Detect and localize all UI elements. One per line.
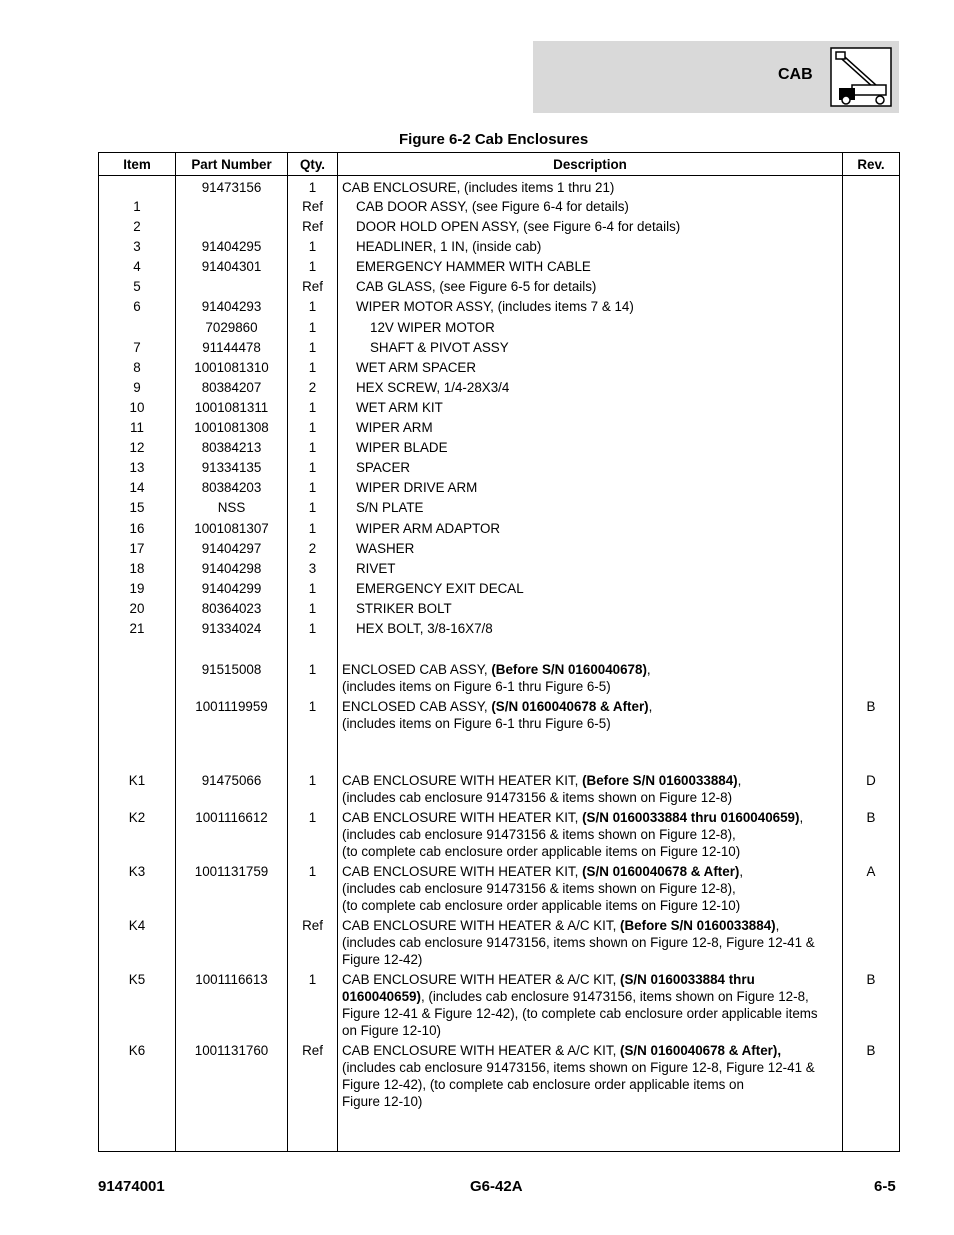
footer-page-number: 6-5 bbox=[874, 1178, 896, 1195]
description-line bbox=[342, 661, 842, 678]
column-header-item: Item bbox=[99, 153, 176, 176]
empty-cell bbox=[338, 640, 843, 661]
table-row bbox=[99, 560, 900, 580]
description-serial: (Before S/N 0160033884) bbox=[582, 773, 738, 789]
part-number-cell: 1001119959 bbox=[176, 698, 288, 772]
description-line: (includes cab enclosure 91473156 & items shown on Figure 12-8) bbox=[342, 790, 733, 806]
table-row bbox=[99, 917, 900, 971]
item-cell: 17 bbox=[99, 540, 176, 560]
table-row bbox=[99, 698, 900, 772]
description-text: CAB ENCLOSURE WITH HEATER & A/C KIT, bbox=[342, 972, 621, 988]
table-row bbox=[99, 198, 900, 218]
qty-cell: 1 bbox=[288, 772, 338, 809]
part-number-cell bbox=[176, 278, 288, 298]
item-cell: K5 bbox=[99, 971, 176, 1042]
table-row bbox=[99, 971, 900, 1042]
item-cell: 1 bbox=[99, 198, 176, 218]
empty-cell bbox=[176, 640, 288, 661]
item-cell: K2 bbox=[99, 809, 176, 863]
item-cell: 11 bbox=[99, 419, 176, 439]
description-line: Figure 12-42), (to complete cab enclosure order applicable items on bbox=[342, 1077, 744, 1093]
item-cell: 2 bbox=[99, 218, 176, 238]
description-cell: WASHER bbox=[338, 540, 843, 560]
qty-cell: Ref bbox=[288, 1042, 338, 1152]
description-text: CAB ENCLOSURE WITH HEATER KIT, bbox=[342, 810, 583, 826]
description-line: on Figure 12-10) bbox=[342, 1023, 441, 1039]
description-cell bbox=[338, 809, 843, 863]
item-cell: 7 bbox=[99, 339, 176, 359]
part-number-cell: 1001116612 bbox=[176, 809, 288, 863]
part-number-cell: 91404299 bbox=[176, 580, 288, 600]
rev-cell: B bbox=[843, 971, 900, 1042]
part-number-cell: 91515008 bbox=[176, 661, 288, 698]
item-cell: 20 bbox=[99, 600, 176, 620]
qty-cell: 1 bbox=[288, 620, 338, 640]
table-row bbox=[99, 863, 900, 917]
description-serial: (Before S/N 0160040678) bbox=[491, 662, 647, 678]
description-text: ENCLOSED CAB ASSY, bbox=[342, 699, 492, 715]
qty-cell: 1 bbox=[288, 419, 338, 439]
description-cell: S/N PLATE bbox=[338, 499, 843, 519]
item-cell bbox=[99, 176, 176, 199]
item-cell: 14 bbox=[99, 479, 176, 499]
rev-cell bbox=[843, 238, 900, 258]
rev-cell bbox=[843, 298, 900, 318]
description-line: (includes items on Figure 6-1 thru Figure 6-5) bbox=[342, 679, 611, 695]
spacer-row bbox=[99, 640, 900, 661]
qty-cell: 1 bbox=[288, 459, 338, 479]
part-number-cell: 1001081311 bbox=[176, 399, 288, 419]
item-cell: K4 bbox=[99, 917, 176, 971]
description-cell bbox=[338, 863, 843, 917]
description-cell: WET ARM SPACER bbox=[338, 359, 843, 379]
qty-cell: 2 bbox=[288, 379, 338, 399]
description-line bbox=[342, 698, 842, 715]
boom-lift-icon bbox=[830, 47, 892, 107]
table-row bbox=[99, 809, 900, 863]
description-text: CAB ENCLOSURE WITH HEATER KIT, bbox=[342, 773, 583, 789]
part-number-cell: 91473156 bbox=[176, 176, 288, 199]
part-number-cell: 91334135 bbox=[176, 459, 288, 479]
table-row bbox=[99, 319, 900, 339]
rev-cell bbox=[843, 319, 900, 339]
qty-cell: 1 bbox=[288, 439, 338, 459]
rev-cell bbox=[843, 399, 900, 419]
qty-cell: 1 bbox=[288, 600, 338, 620]
item-cell: 4 bbox=[99, 258, 176, 278]
description-cell: SPACER bbox=[338, 459, 843, 479]
description-serial: (S/N 0160040678 & After) bbox=[582, 864, 740, 880]
description-line: (includes items on Figure 6-1 thru Figure 6-5) bbox=[342, 716, 611, 732]
description-line bbox=[342, 917, 842, 934]
part-number-cell: 1001116613 bbox=[176, 971, 288, 1042]
qty-cell: 1 bbox=[288, 863, 338, 917]
empty-cell bbox=[99, 640, 176, 661]
part-number-cell: 91404293 bbox=[176, 298, 288, 318]
rev-cell bbox=[843, 278, 900, 298]
part-number-cell: 80384213 bbox=[176, 439, 288, 459]
description-serial: (S/N 0160040678 & After), bbox=[620, 1043, 782, 1059]
description-text: , bbox=[775, 918, 780, 934]
table-row bbox=[99, 238, 900, 258]
description-line: (to complete cab enclosure order applicable items on Figure 12-10) bbox=[342, 844, 741, 860]
table-row bbox=[99, 772, 900, 809]
item-cell: 9 bbox=[99, 379, 176, 399]
rev-cell bbox=[843, 520, 900, 540]
table-row bbox=[99, 1042, 900, 1152]
description-line: (includes cab enclosure 91473156, items shown on Figure 12-8, Figure 12-41 & bbox=[342, 1060, 815, 1076]
description-cell: CAB DOOR ASSY, (see Figure 6-4 for details) bbox=[338, 198, 843, 218]
table-row bbox=[99, 439, 900, 459]
rev-cell bbox=[843, 459, 900, 479]
description-line bbox=[342, 772, 842, 789]
description-cell: 12V WIPER MOTOR bbox=[338, 319, 843, 339]
rev-cell bbox=[843, 359, 900, 379]
qty-cell: 1 bbox=[288, 580, 338, 600]
part-number-cell: 80384207 bbox=[176, 379, 288, 399]
rev-cell bbox=[843, 339, 900, 359]
parts-table bbox=[98, 152, 900, 1152]
rev-cell bbox=[843, 176, 900, 199]
part-number-cell: 1001081310 bbox=[176, 359, 288, 379]
description-text: , bbox=[799, 810, 804, 826]
rev-cell: B bbox=[843, 1042, 900, 1152]
table-row bbox=[99, 600, 900, 620]
part-number-cell bbox=[176, 218, 288, 238]
table-row bbox=[99, 399, 900, 419]
column-header-description: Description bbox=[338, 153, 843, 176]
qty-cell: 1 bbox=[288, 698, 338, 772]
description-serial: (S/N 0160033884 thru 0160040659) bbox=[582, 810, 800, 826]
qty-cell: 1 bbox=[288, 258, 338, 278]
description-cell: HEADLINER, 1 IN, (inside cab) bbox=[338, 238, 843, 258]
description-line bbox=[342, 988, 842, 1005]
rev-cell: B bbox=[843, 698, 900, 772]
description-cell bbox=[338, 971, 843, 1042]
item-cell: 3 bbox=[99, 238, 176, 258]
empty-cell bbox=[288, 640, 338, 661]
table-row bbox=[99, 419, 900, 439]
part-number-cell: 7029860 bbox=[176, 319, 288, 339]
description-cell bbox=[338, 661, 843, 698]
description-cell: CAB GLASS, (see Figure 6-5 for details) bbox=[338, 278, 843, 298]
part-number-cell: 1001081307 bbox=[176, 520, 288, 540]
part-number-cell: 91334024 bbox=[176, 620, 288, 640]
description-text: , bbox=[646, 662, 651, 678]
column-header-rev: Rev. bbox=[843, 153, 900, 176]
qty-cell: 3 bbox=[288, 560, 338, 580]
qty-cell: 1 bbox=[288, 176, 338, 199]
item-cell: K1 bbox=[99, 772, 176, 809]
description-text: , (includes cab enclosure 91473156, items shown on Figure 12-8, bbox=[420, 989, 809, 1005]
table-row bbox=[99, 499, 900, 519]
description-line bbox=[342, 1042, 842, 1059]
rev-cell bbox=[843, 499, 900, 519]
table-row bbox=[99, 459, 900, 479]
column-header-part-number: Part Number bbox=[176, 153, 288, 176]
item-cell: 16 bbox=[99, 520, 176, 540]
description-line: (includes cab enclosure 91473156 & items shown on Figure 12-8), bbox=[342, 881, 736, 897]
part-number-cell bbox=[176, 917, 288, 971]
part-number-cell: 80364023 bbox=[176, 600, 288, 620]
table-row bbox=[99, 479, 900, 499]
qty-cell: 1 bbox=[288, 661, 338, 698]
item-cell: 6 bbox=[99, 298, 176, 318]
item-cell: 12 bbox=[99, 439, 176, 459]
description-text: CAB ENCLOSURE WITH HEATER & A/C KIT, bbox=[342, 918, 621, 934]
qty-cell: 1 bbox=[288, 298, 338, 318]
rev-cell: B bbox=[843, 809, 900, 863]
table-row bbox=[99, 339, 900, 359]
item-cell: 10 bbox=[99, 399, 176, 419]
description-line: Figure 12-42) bbox=[342, 952, 423, 968]
description-cell: HEX BOLT, 3/8-16X7/8 bbox=[338, 620, 843, 640]
part-number-cell: 91404298 bbox=[176, 560, 288, 580]
part-number-cell: 1001081308 bbox=[176, 419, 288, 439]
description-cell bbox=[338, 698, 843, 772]
item-cell: 8 bbox=[99, 359, 176, 379]
description-cell bbox=[338, 1042, 843, 1152]
description-cell: HEX SCREW, 1/4-28X3/4 bbox=[338, 379, 843, 399]
qty-cell: 1 bbox=[288, 359, 338, 379]
item-cell: 13 bbox=[99, 459, 176, 479]
qty-cell: 1 bbox=[288, 319, 338, 339]
description-serial: 0160040659) bbox=[342, 989, 421, 1005]
description-text: ENCLOSED CAB ASSY, bbox=[342, 662, 492, 678]
section-title: CAB bbox=[778, 66, 813, 83]
rev-cell bbox=[843, 258, 900, 278]
table-row bbox=[99, 580, 900, 600]
description-text: , bbox=[739, 864, 744, 880]
part-number-cell: 80384203 bbox=[176, 479, 288, 499]
item-cell: 15 bbox=[99, 499, 176, 519]
description-text: CAB ENCLOSURE WITH HEATER KIT, bbox=[342, 864, 583, 880]
rev-cell bbox=[843, 620, 900, 640]
description-cell: WIPER BLADE bbox=[338, 439, 843, 459]
table-row bbox=[99, 278, 900, 298]
rev-cell: D bbox=[843, 772, 900, 809]
description-line: (to complete cab enclosure order applicable items on Figure 12-10) bbox=[342, 898, 741, 914]
rev-cell bbox=[843, 580, 900, 600]
description-cell: EMERGENCY EXIT DECAL bbox=[338, 580, 843, 600]
description-cell: WIPER ARM ADAPTOR bbox=[338, 520, 843, 540]
qty-cell: 1 bbox=[288, 399, 338, 419]
qty-cell: Ref bbox=[288, 917, 338, 971]
table-row bbox=[99, 218, 900, 238]
empty-cell bbox=[843, 640, 900, 661]
description-serial: (S/N 0160033884 thru bbox=[620, 972, 755, 988]
table-row bbox=[99, 661, 900, 698]
description-cell bbox=[338, 772, 843, 809]
item-cell: 19 bbox=[99, 580, 176, 600]
description-line bbox=[342, 971, 842, 988]
rev-cell bbox=[843, 419, 900, 439]
table-row bbox=[99, 359, 900, 379]
description-line: Figure 12-10) bbox=[342, 1094, 423, 1110]
qty-cell: Ref bbox=[288, 198, 338, 218]
qty-cell: Ref bbox=[288, 218, 338, 238]
rev-cell: A bbox=[843, 863, 900, 917]
description-cell: DOOR HOLD OPEN ASSY, (see Figure 6-4 for details) bbox=[338, 218, 843, 238]
part-number-cell: 91404297 bbox=[176, 540, 288, 560]
item-cell: 18 bbox=[99, 560, 176, 580]
rev-cell bbox=[843, 917, 900, 971]
part-number-cell: 1001131759 bbox=[176, 863, 288, 917]
description-cell: SHAFT & PIVOT ASSY bbox=[338, 339, 843, 359]
item-cell bbox=[99, 661, 176, 698]
item-cell bbox=[99, 698, 176, 772]
qty-cell: 1 bbox=[288, 809, 338, 863]
description-serial: (Before S/N 0160033884) bbox=[620, 918, 776, 934]
footer-document-number: 91474001 bbox=[98, 1178, 165, 1195]
item-cell: K6 bbox=[99, 1042, 176, 1152]
item-cell: 5 bbox=[99, 278, 176, 298]
rev-cell bbox=[843, 600, 900, 620]
qty-cell: 1 bbox=[288, 499, 338, 519]
table-header-row bbox=[99, 153, 900, 176]
item-cell: K3 bbox=[99, 863, 176, 917]
qty-cell: Ref bbox=[288, 278, 338, 298]
description-text: , bbox=[737, 773, 742, 789]
rev-cell bbox=[843, 661, 900, 698]
qty-cell: 1 bbox=[288, 479, 338, 499]
rev-cell bbox=[843, 218, 900, 238]
part-number-cell: 1001131760 bbox=[176, 1042, 288, 1152]
table-row bbox=[99, 298, 900, 318]
qty-cell: 1 bbox=[288, 971, 338, 1042]
qty-cell: 1 bbox=[288, 520, 338, 540]
rev-cell bbox=[843, 560, 900, 580]
description-cell: RIVET bbox=[338, 560, 843, 580]
description-line: (includes cab enclosure 91473156, items shown on Figure 12-8, Figure 12-41 & bbox=[342, 935, 815, 951]
description-cell: WIPER ARM bbox=[338, 419, 843, 439]
part-number-cell bbox=[176, 198, 288, 218]
description-text: , bbox=[648, 699, 653, 715]
table-row bbox=[99, 520, 900, 540]
description-cell bbox=[338, 917, 843, 971]
description-line: (includes cab enclosure 91473156 & items shown on Figure 12-8), bbox=[342, 827, 736, 843]
qty-cell: 1 bbox=[288, 339, 338, 359]
description-cell: WIPER DRIVE ARM bbox=[338, 479, 843, 499]
part-number-cell: NSS bbox=[176, 499, 288, 519]
footer-model: G6-42A bbox=[470, 1178, 523, 1195]
description-cell: CAB ENCLOSURE, (includes items 1 thru 21) bbox=[338, 176, 843, 199]
description-line bbox=[342, 809, 842, 826]
rev-cell bbox=[843, 540, 900, 560]
rev-cell bbox=[843, 479, 900, 499]
table-row bbox=[99, 379, 900, 399]
table-row bbox=[99, 176, 900, 199]
description-cell: WET ARM KIT bbox=[338, 399, 843, 419]
description-cell: WIPER MOTOR ASSY, (includes items 7 & 14) bbox=[338, 298, 843, 318]
part-number-cell: 91404295 bbox=[176, 238, 288, 258]
part-number-cell: 91404301 bbox=[176, 258, 288, 278]
description-serial: (S/N 0160040678 & After) bbox=[491, 699, 649, 715]
rev-cell bbox=[843, 379, 900, 399]
description-cell: STRIKER BOLT bbox=[338, 600, 843, 620]
part-number-cell: 91144478 bbox=[176, 339, 288, 359]
description-text: CAB ENCLOSURE WITH HEATER & A/C KIT, bbox=[342, 1043, 621, 1059]
description-cell: EMERGENCY HAMMER WITH CABLE bbox=[338, 258, 843, 278]
part-number-cell: 91475066 bbox=[176, 772, 288, 809]
qty-cell: 2 bbox=[288, 540, 338, 560]
rev-cell bbox=[843, 439, 900, 459]
table-row bbox=[99, 540, 900, 560]
figure-title: Figure 6-2 Cab Enclosures bbox=[399, 131, 589, 148]
column-header-qty: Qty. bbox=[288, 153, 338, 176]
rev-cell bbox=[843, 198, 900, 218]
description-line: Figure 12-41 & Figure 12-42), (to complete cab enclosure order applicable items bbox=[342, 1006, 818, 1022]
description-line bbox=[342, 863, 842, 880]
item-cell: 21 bbox=[99, 620, 176, 640]
table-row bbox=[99, 620, 900, 640]
item-cell bbox=[99, 319, 176, 339]
table-row bbox=[99, 258, 900, 278]
qty-cell: 1 bbox=[288, 238, 338, 258]
